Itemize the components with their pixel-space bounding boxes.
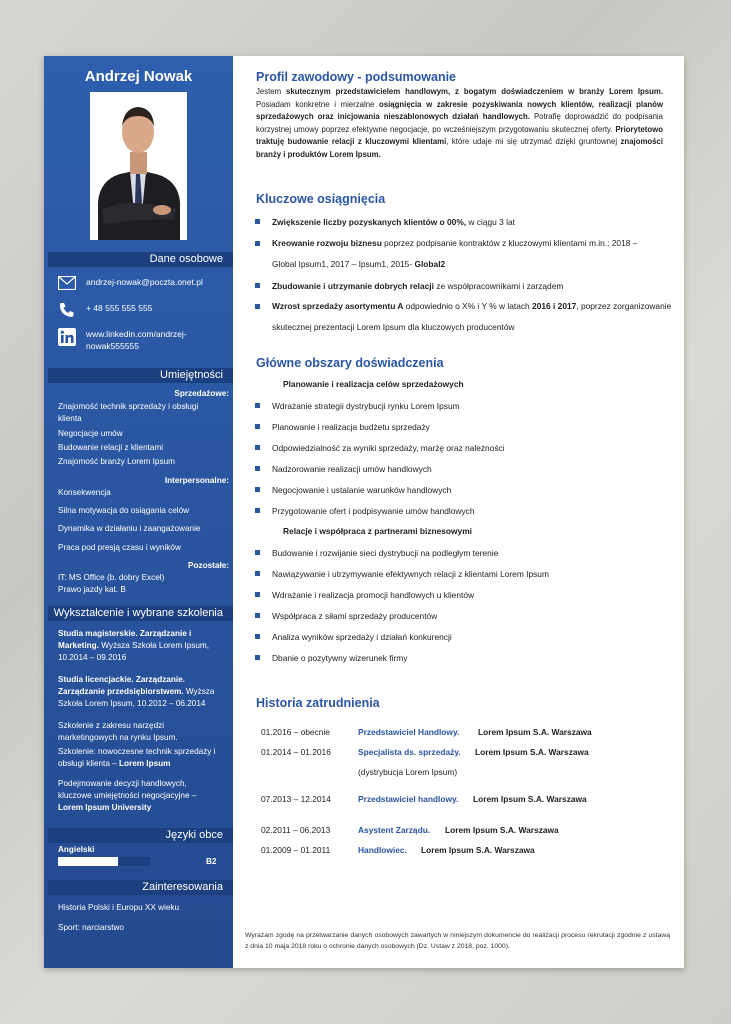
experience-item: Nadzorowanie realizacji umów handlowych xyxy=(255,463,672,475)
bullet-icon xyxy=(255,592,260,597)
achievement-item: Zbudowanie i utrzymanie dobrych relacji ze współpracownikami i zarządem xyxy=(255,280,672,292)
job-dates: 07.2013 – 12.2014 xyxy=(261,794,331,804)
section-personal-header: Dane osobowe xyxy=(48,252,233,267)
phone-icon xyxy=(58,302,76,318)
experience-item: Wdrażanie strategii dystrybucji rynku Lorem Ipsum xyxy=(255,400,672,412)
cv-page xyxy=(44,56,684,968)
skills-inter-heading: Interpersonalne: xyxy=(164,476,229,485)
education-item: Studia magisterskie. Zarządzanie i Marketing. Wyższa Szkoła Lorem Ipsum, 10.2014 – 09.2016 xyxy=(58,629,209,662)
experience-item: Dbanie o pozytywny wizerunek firmy xyxy=(255,652,672,664)
linkedin-text: www.linkedin.com/andrzej-nowak555555 xyxy=(86,329,187,351)
sidebar xyxy=(44,56,233,968)
job-title: Przedstawiciel handlowy. xyxy=(358,794,459,804)
experience-item: Budowanie i rozwijanie sieci dystrybucji na podległym terenie xyxy=(255,547,672,559)
bullet-icon xyxy=(255,466,260,471)
experience-item: Negocjowanie i ustalanie warunków handlowych xyxy=(255,484,672,496)
experience-item: Nawiązywanie i utrzymywanie efektywnych relacji z klientami Lorem Ipsum xyxy=(255,568,672,580)
skill-item: Prawo jazdy kat. B xyxy=(58,585,126,594)
job-company: Lorem Ipsum S.A. Warszawa xyxy=(473,794,587,804)
bullet-icon xyxy=(255,241,260,246)
job-company: Lorem Ipsum S.A. Warszawa xyxy=(421,845,535,855)
job-dates: 02.2011 – 06.2013 xyxy=(261,825,331,835)
profile-photo xyxy=(90,92,187,240)
job-dates: 01.2009 – 01.2011 xyxy=(261,845,331,855)
achievements-title: Kluczowe osiągnięcia xyxy=(256,192,386,206)
job-company: Lorem Ipsum S.A. Warszawa xyxy=(475,747,589,757)
job-note: (dystrybucja Lorem Ipsum) xyxy=(358,767,458,777)
skill-item: IT: MS Office (b. dobry Excel) xyxy=(58,573,165,582)
section-languages-header: Języki obce xyxy=(48,828,233,843)
experience-item: Analiza wyników sprzedaży i działań konkurencji xyxy=(255,631,672,643)
training-item: Szkolenie: nowoczesne technik sprzedaży i obsługi klienta – Lorem Ipsum xyxy=(58,747,216,768)
training-item: Szkolenie z zakresu narzędzi marketingowych na rynku Ipsum. xyxy=(58,721,178,742)
experience-item: Planowanie i realizacja budżetu sprzedaży xyxy=(255,421,672,433)
experience-item: Wdrażanie i realizacja promocji handlowych u klientów xyxy=(255,589,672,601)
bullet-icon xyxy=(255,445,260,450)
profile-summary: Jestem skutecznym przedstawicielem handlowym, z bogatym doświadczeniem w branży Lorem Ipsum. Posiadam konkretne i mierzalne osiągnięcia w zakresie pozyskiwania nowych klientów, realizacji planów sprzedażowych oraz inicjowania nieszablonowych działań handlowych. Potrafię doprowadzić do podpisania korzystnej umowy poprzez efektywne negocjacje, po wcześniejszym przygotowaniu skutecznej oferty. Priorytetowo traktuję budowanie relacji z kluczowymi klientami, które udaje mi się utrzymać dzięki gruntownej znajomości branży i produktów Lorem Ipsum. xyxy=(256,87,664,159)
phone-text: + 48 555 555 555 xyxy=(86,303,153,313)
gdpr-consent: Wyrażam zgodę na przetwarzanie danych osobowych zawartych w niniejszym dokumencie do realizacji procesu rekrutacji zgodnie z ustawą z dnia 10 maja 2018 roku o ochronie danych osobowych (Dz. Ustaw z 2018, poz. 1000). xyxy=(245,932,670,950)
achievement-item: Wzrost sprzedaży asortymentu A odpowiednio o X% i Y % w latach 2016 i 2017, poprzez zorganizowanie skutecznej prezentacji Lorem Ipsum dla kluczowych producentów xyxy=(255,296,677,338)
main-content xyxy=(233,56,684,968)
job-company: Lorem Ipsum S.A. Warszawa xyxy=(478,727,592,737)
job-company: Lorem Ipsum S.A. Warszawa xyxy=(445,825,559,835)
candidate-name: Andrzej Nowak xyxy=(84,68,193,85)
job-dates: 01.2014 – 01.2016 xyxy=(261,747,331,757)
job-dates: 01.2016 – obecnie xyxy=(261,727,330,737)
linkedin-icon xyxy=(58,328,76,346)
achievement-item: Zwiększenie liczby pozyskanych klientów o 00%, w ciągu 3 lat xyxy=(255,216,672,228)
bullet-icon xyxy=(255,655,260,660)
skill-item: Konsekwencja xyxy=(58,488,111,497)
job-title: Specjalista ds. sprzedaży. xyxy=(358,747,461,757)
job-title: Asystent Zarządu. xyxy=(358,825,431,835)
bullet-icon xyxy=(255,487,260,492)
profile-title: Profil zawodowy - podsumowanie xyxy=(256,70,457,84)
experience-item: Odpowiedzialność za wyniki sprzedaży, marżę oraz należności xyxy=(255,442,672,454)
skill-item: Dynamika w działaniu i zaangażowanie xyxy=(58,524,201,533)
experience-title: Główne obszary doświadczenia xyxy=(256,356,444,370)
interest-item: Sport: narciarstwo xyxy=(58,923,124,932)
interest-item: Historia Polski i Europu XX wieku xyxy=(58,903,180,912)
skill-item: Znajomość technik sprzedaży i obsługi klienta xyxy=(58,402,199,423)
skills-sales-heading: Sprzedażowe: xyxy=(174,389,229,398)
section-education-header: Wykształcenie i wybrane szkolenia xyxy=(48,606,233,621)
contact-email[interactable] xyxy=(58,276,226,292)
bullet-icon xyxy=(255,508,260,513)
bullet-icon xyxy=(255,304,260,309)
bullet-icon xyxy=(255,424,260,429)
bullet-icon xyxy=(255,283,260,288)
training-item: Podejmowanie decyzji handlowych, kluczowe umiejętności negocjacyjne – Lorem Ipsum University xyxy=(58,779,197,812)
job-title: Przedstawiciel Handlowy. xyxy=(358,727,460,737)
language-level-bar-empty xyxy=(118,857,150,866)
section-interests-header: Zainteresowania xyxy=(48,880,233,895)
skill-item: Budowanie relacji z klientami xyxy=(58,443,164,452)
experience-item: Współpraca z siłami sprzedaży producentów xyxy=(255,610,672,622)
skills-other-heading: Pozostałe: xyxy=(188,561,229,570)
skill-item: Silna motywacja do osiągania celów xyxy=(58,506,190,515)
experience-group-heading: Relacje i współpraca z partnerami biznesowymi xyxy=(283,526,472,536)
language-level: B2 xyxy=(206,857,217,866)
language-name: Angielski xyxy=(58,845,95,854)
bullet-icon xyxy=(255,634,260,639)
skill-item: Praca pod presją czasu i wyników xyxy=(58,543,181,552)
bullet-icon xyxy=(255,219,260,224)
history-title: Historia zatrudnienia xyxy=(256,696,380,710)
email-text: andrzej-nowak@poczta.onet.pl xyxy=(86,277,203,287)
experience-group-heading: Planowanie i realizacja celów sprzedażowych xyxy=(283,379,464,389)
section-skills-header: Umiejętności xyxy=(48,368,233,383)
envelope-icon xyxy=(58,276,76,292)
education-item: Studia licencjackie. Zarządzanie. Zarządzanie przedsiębiorstwem. Wyższa Szkoła Lorem Ipsum, 10.2012 – 06.2014 xyxy=(58,675,215,708)
bullet-icon xyxy=(255,550,260,555)
contact-linkedin[interactable] xyxy=(58,328,226,352)
job-title: Handlowiec. xyxy=(358,845,407,855)
bullet-icon xyxy=(255,613,260,618)
achievement-item: Kreowanie rozwoju biznesu poprzez podpisanie kontraktów z kluczowymi klientami m.in.: 2018 – Global Ipsum1, 2017 – Ipsum1, 2015- Global2 xyxy=(255,233,662,275)
bullet-icon xyxy=(255,571,260,576)
experience-item: Przygotowanie ofert i podpisywanie umów handlowych xyxy=(255,505,672,517)
contact-phone[interactable] xyxy=(58,302,226,318)
bullet-icon xyxy=(255,403,260,408)
skill-item: Znajomość branży Lorem Ipsum xyxy=(58,457,175,466)
skill-item: Negocjacje umów xyxy=(58,429,123,438)
